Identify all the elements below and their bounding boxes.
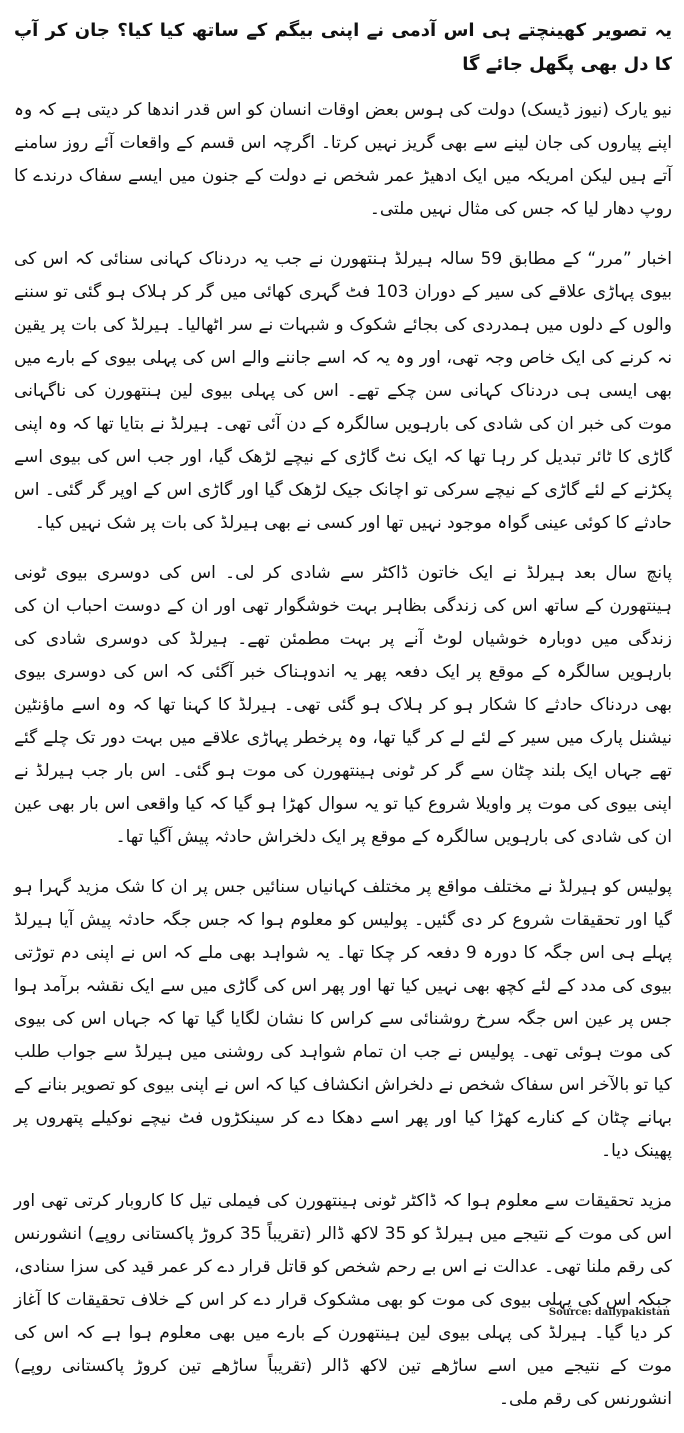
article-paragraph-verdict: مزید تحقیقات سے معلوم ہوا کہ ڈاکٹر ٹونی ہینتھورن کی فیملی تیل کا کاروبار کرتی تھی اور اس کی موت کے نتیجے میں ہیرلڈ کو 35 لاکھ ڈالر (تقریباً 35 کروڑ پاکستانی روپے) انشورنس کی رقم ملنا تھی۔ عدالت نے اس بے رحم شخص کو قاتل قرار دے کر عمر قید کی سزا سنادی، جبکہ اس کی پہلی بیوی کی موت کو بھی مشکوک قرار دے کر اس کے خلاف تحقیقات کا آغاز کر دیا گیا۔ ہیرلڈ کی پہلی بیوی لین ہینتھورن کے بارے میں بھی معلوم ہوا ہے کہ اس کی موت کے نتیجے میں اسے ساڑھے تین لاکھ ڈالر (تقریباً ساڑھے تین کروڑ پاکستانی روپے) انشورنس کی رقم ملی۔ <box>14 1191 672 1409</box>
article-paragraph-first-wife: اخبار ”مرر“ کے مطابق 59 سالہ ہیرلڈ ہنتھورن نے جب یہ دردناک کہانی سنائی کہ اس کی بیوی پہاڑی علاقے کی سیر کے دوران 103 فٹ گہری کھائی میں گر کر ہلاک ہو گئی تو سننے والوں کے دلوں میں ہمدردی کی بجائے شکوک و شبہات نے سر اٹھالیا۔ ہیرلڈ کی بات پر یقین نہ کرنے کی ایک خاص وجہ تھی، اور وہ یہ کہ اسے جاننے والے اس کی پہلی بیوی کے بارے میں بھی ایسی ہی دردناک کہانی سن چکے تھے۔ اس کی پہلی بیوی لین ہنتھورن کی ناگہانی موت کی خبر ان کی شادی کی بارہویں سالگرہ کے دن آئی تھی۔ ہیرلڈ نے بتایا تھا کہ وہ اپنی گاڑی کا ٹائر تبدیل کر رہا تھا کہ ایک نٹ گاڑی کے نیچے لڑھک گیا، اور جب اس کی بیوی اسے پکڑنے کے لئے گاڑی کے نیچے سرکی تو اچانک جیک لڑھک گیا اور گاڑی اس کے اوپر گر گئی۔ اس حادثے کا کوئی عینی گواہ موجود نہیں تھا اور کسی نے بھی ہیرلڈ کی بات پر شک نہیں کیا۔ <box>14 249 672 533</box>
article-paragraph-second-wife: پانچ سال بعد ہیرلڈ نے ایک خاتون ڈاکٹر سے شادی کر لی۔ اس کی دوسری بیوی ٹونی ہینتھورن کے ساتھ اس کی زندگی بظاہر بہت خوشگوار تھی اور ان کے دوست احباب ان کی زندگی میں دوبارہ خوشیاں لوٹ آنے پر بہت مطمئن تھے۔ ہیرلڈ کی دوسری شادی کی بارہویں سالگرہ کے موقع پر ایک دفعہ پھر یہ اندوہناک خبر آگئی کہ اس کی دوسری بیوی بھی دردناک حادثے کا شکار ہو کر ہلاک ہو گئی تھی۔ ہیرلڈ کا کہنا تھا کہ وہ اسے ماؤنٹین نیشنل پارک میں سیر کے لئے لے کر گیا تھا، وہ پرخطر پہاڑی علاقے میں بہت دور تک چلے گئے تھے جہاں ایک بلند چٹان سے گر کر ٹونی ہینتھورن کی موت ہو گئی۔ اس بار جب ہیرلڈ نے اپنی بیوی کی موت پر واویلا شروع کیا تو یہ سوال کھڑا ہو گیا کہ کیا واقعی اس بار بھی عین ان کی شادی کی بارہویں سالگرہ کے موقع پر ایک دلخراش حادثہ پیش آگیا تھا۔ <box>14 563 672 847</box>
article-headline: یہ تصویر کھینچتے ہی اس آدمی نے اپنی بیگم کے ساتھ کیا کیا؟ جان کر آپ کا دل بھی پگھل جائے گا <box>14 20 672 75</box>
article-paragraph-investigation: پولیس کو ہیرلڈ نے مختلف مواقع پر مختلف کہانیاں سنائیں جس پر ان کا شک مزید گہرا ہو گیا اور تحقیقات شروع کر دی گئیں۔ پولیس کو معلوم ہوا کہ جس جگہ حادثہ پیش آیا ہیرلڈ پہلے ہی اس جگہ کا دورہ 9 دفعہ کر چکا تھا۔ یہ شواہد بھی ملے کہ اس نے اپنی دم توڑتی بیوی کی مدد کے لئے کچھ بھی نہیں کیا تھا اور پھر اس کی گاڑی میں سے ایک نقشہ برآمد ہوا جس پر عین اس جگہ سرخ روشنائی سے کراس کا نشان لگایا گیا تھا کہ جہاں اس کی بیوی کی موت ہوئی تھی۔ پولیس نے جب ان تمام شواہد کی روشنی میں ہیرلڈ سے جواب طلب کیا تو بالآخر اس سفاک شخص نے دلخراش انکشاف کیا کہ اس نے اپنی بیوی کو تصویر بنانے کے بہانے چٹان کے کنارے کھڑا کیا اور پھر اسے دھکا دے کر سینکڑوں فٹ نیچے نوکیلے پتھروں پر پھینک دیا۔ <box>14 877 672 1161</box>
article <box>14 14 672 1433</box>
source-credit: Source: dailypakistan <box>548 1307 670 1318</box>
article-paragraph-intro: نیو یارک (نیوز ڈیسک) دولت کی ہوس بعض اوقات انسان کو اس قدر اندھا کر دیتی ہے کہ وہ اپنے پیاروں کی جان لینے سے بھی گریز نہیں کرتا۔ اگرچہ اس قسم کے واقعات آئے روز سامنے آتے ہیں لیکن امریکہ میں ایک ادھیڑ عمر شخص نے دولت کے جنون میں ایسے سفاک درندے کا روپ دھار لیا کہ جس کی مثال نہیں ملتی۔ <box>14 100 672 219</box>
